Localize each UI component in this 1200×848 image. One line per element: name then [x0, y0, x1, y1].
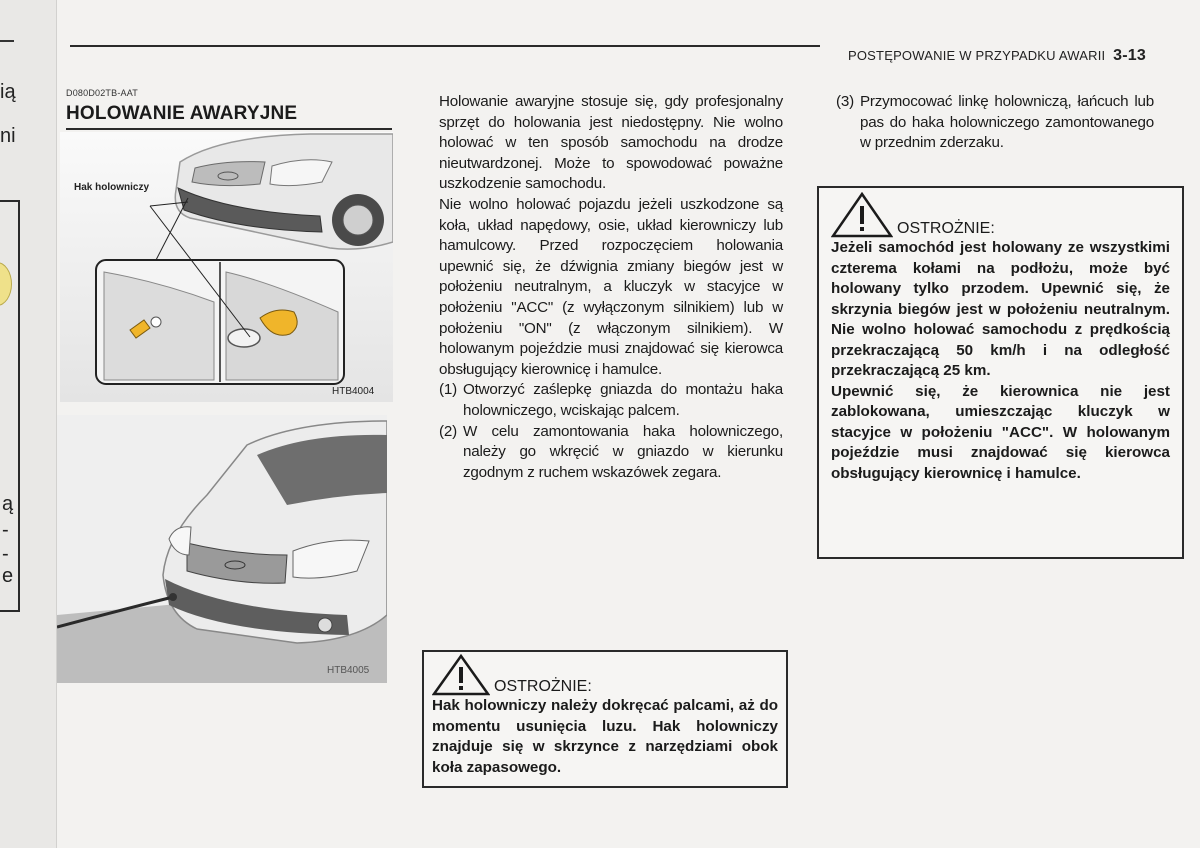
- paragraph: Nie wolno holować pojazdu jeżeli uszkodzone są koła, układ napędowy, osie, układ kierowniczy lub hamulcowy. Przed rozpoczęciem holowania upewnić się, że dźwignia zmiany biegów jest w położeniu neutralnym, a kluczyk w stacyjce w położeniu "ACC" (z wyłączonym silnikiem) lub w położeniu "ON" (z włączonym silnikiem). W holowanym pojeździe musi znajdować się kierowca obsługujący kierownicę i hamulce.: [439, 195, 783, 378]
- towed-car-illustration: [57, 415, 387, 683]
- previous-page-rule: [0, 40, 14, 42]
- step-number: (1): [439, 381, 457, 399]
- previous-page-text: ni: [0, 125, 16, 147]
- car-front-illustration: [60, 132, 393, 402]
- warning-box: [422, 650, 788, 788]
- warning-title-row: [432, 654, 778, 696]
- figure-id: HTB4004: [332, 386, 375, 397]
- warning-title: OSTROŻNIE:: [897, 220, 995, 237]
- step-item: [836, 92, 1154, 154]
- warning-text: Hak holowniczy należy dokręcać palcami, aż do momentu usunięcia luzu. Hak holowniczy znajduje się w skrzynce z narzędziami obok koła zapasowego.: [432, 697, 778, 776]
- warning-text: [831, 238, 1170, 484]
- tow-hook-callout: Hak holowniczy: [74, 182, 150, 193]
- middle-column: [439, 92, 783, 483]
- section-title: POSTĘPOWANIE W PRZYPADKU AWARII: [848, 48, 1106, 63]
- tow-hook-socket-figure: [60, 132, 393, 402]
- warning-title: OSTROŻNIE:: [494, 678, 592, 695]
- header-rule: [70, 45, 820, 47]
- step-item: [439, 422, 783, 484]
- figure-id: HTB4005: [327, 665, 370, 676]
- step-number: (2): [439, 422, 457, 440]
- running-head: [848, 47, 1146, 65]
- page-number: 3-13: [1113, 47, 1146, 64]
- previous-page-text: ą: [2, 493, 14, 515]
- previous-page-text: -: [2, 519, 9, 541]
- previous-page-text: e: [2, 565, 14, 587]
- heading-rule: [66, 128, 392, 130]
- warning-paragraph: Jeżeli samochód jest holowany ze wszystkimi czterema kołami na podłożu, może być holowany tylko przodem. Upewnić się, że skrzynia biegów jest w położeniu neutralnym. Nie wolno holować samochodu z prędkością przekraczającą 50 km/h i na odległość przekraczającą 25 km.: [831, 239, 1170, 379]
- step-text: W celu zamontowania haka holowniczego, należy go wkręcić w gniazdo w kierunku zgodnym z ruchem wskazówek zegara.: [463, 422, 783, 481]
- warning-paragraph: Upewnić się, że kierownica nie jest zablokowana, umieszczając kluczyk w stacyjce w położeniu "ACC". W holowanym pojeździe musi znajdować się kierowca obsługujący kierownicę i hamulce.: [831, 382, 1170, 482]
- towing-car-figure: [57, 415, 387, 683]
- previous-page-text: -: [2, 543, 9, 565]
- right-column: [836, 92, 1154, 154]
- warning-triangle-icon: [432, 654, 490, 696]
- step-number: (3): [836, 93, 854, 110]
- section-heading: HOLOWANIE AWARYJNE: [66, 103, 298, 124]
- step-item: [439, 380, 783, 421]
- warning-triangle-icon: [831, 192, 893, 238]
- warning-title-row: [831, 192, 1170, 238]
- step-text: Otworzyć zaślepkę gniazda do montażu haka holowniczego, wciskając palcem.: [463, 381, 783, 419]
- paragraph: Holowanie awaryjne stosuje się, gdy profesjonalny sprzęt do holowania jest niedostępny. Nie wolno holować w ten sposób samochodu na drodze nieutwardzonej. Może to spowodować poważne uszkodzenie samochodu.: [439, 93, 783, 193]
- previous-page-text: ią: [0, 81, 16, 103]
- step-text: Przymocować linkę holowniczą, łańcuch lub pas do haka holowniczego zamontowanego w przednim zderzaku.: [860, 93, 1154, 152]
- warning-box: [817, 186, 1184, 559]
- section-code: D080D02TB-AAT: [66, 88, 138, 98]
